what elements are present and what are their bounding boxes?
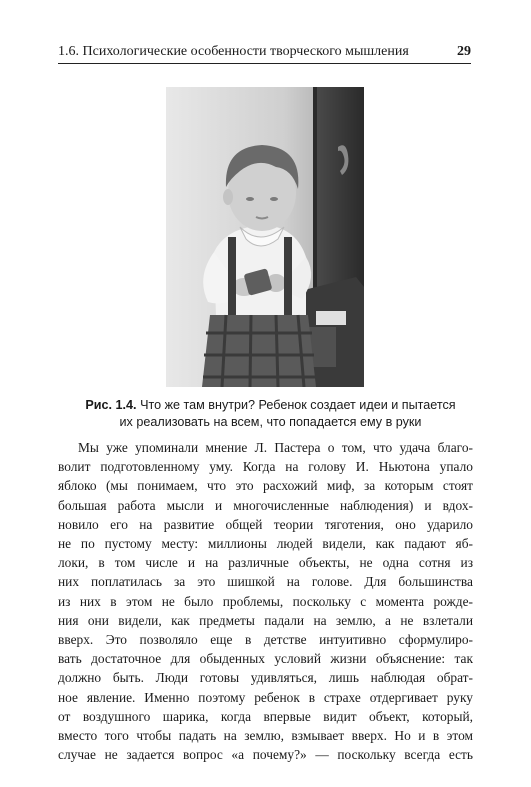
body-paragraph (58, 438, 473, 764)
text-line: локи, в том числе и на различные объекты, не одна сотня из (58, 555, 473, 571)
text-line: них поплатилась за это шишкой на голове. Для большинства (58, 574, 473, 590)
text-line: из них в этом не было проблемы, поскольку с момента рожде- (58, 593, 473, 609)
text-line: волит подготовленному уму. Когда на голову И. Ньютона упало (58, 459, 473, 475)
text-line: должно быть. Люди готовы удивляться, лишь наблюдая обрат- (58, 670, 473, 686)
figure-caption (70, 397, 471, 431)
text-line: ное явление. Именно поэтому ребенок в страхе отдергивает руку (58, 689, 473, 705)
section-title: 1.6. Психологические особенности творческого мышления (58, 44, 409, 59)
text-line: случае не задается вопрос «а почему?» — поскольку всегда есть (58, 747, 473, 763)
page-number: 29 (457, 44, 471, 59)
caption-line-1: Что же там внутри? Ребенок создает идеи и пытается (140, 398, 456, 412)
text-line: от воздушного шарика, когда впервые видит объект, который, (58, 708, 473, 724)
text-line: Мы уже упоминали мнение Л. Пастера о том, что удача благо- (78, 440, 473, 455)
caption-line-2: их реализовать на всем, что попадается ему в руки (119, 415, 422, 429)
text-line: ния они видели, как предметы падали на землю, а не взлетали (58, 612, 473, 628)
text-line: яблоко (мы понимаем, что это расхожий миф, за которым стоят (58, 478, 473, 494)
text-line: вверх. Это позволяло еще в детстве интуитивно сформулиро- (58, 632, 473, 648)
child-photo-illustration (166, 87, 364, 387)
running-head (58, 38, 471, 60)
text-line: вместо того чтобы падать на землю, взмывает вверх. Но и в этом (58, 728, 473, 744)
text-line: большая работа мысли и многочисленные наблюдения) и вдох- (58, 497, 473, 513)
text-line: новило его на развитие общей теории тяготения, оно ударило (58, 516, 473, 532)
header-rule (58, 63, 471, 64)
text-line: вать достаточное для обыденных условий жизни объяснение: так (58, 651, 473, 667)
figure-label: Рис. 1.4. (85, 398, 137, 412)
figure-photo (166, 87, 364, 387)
text-line: не по пустому месту: миллионы людей видели, как падают яб- (58, 536, 473, 552)
